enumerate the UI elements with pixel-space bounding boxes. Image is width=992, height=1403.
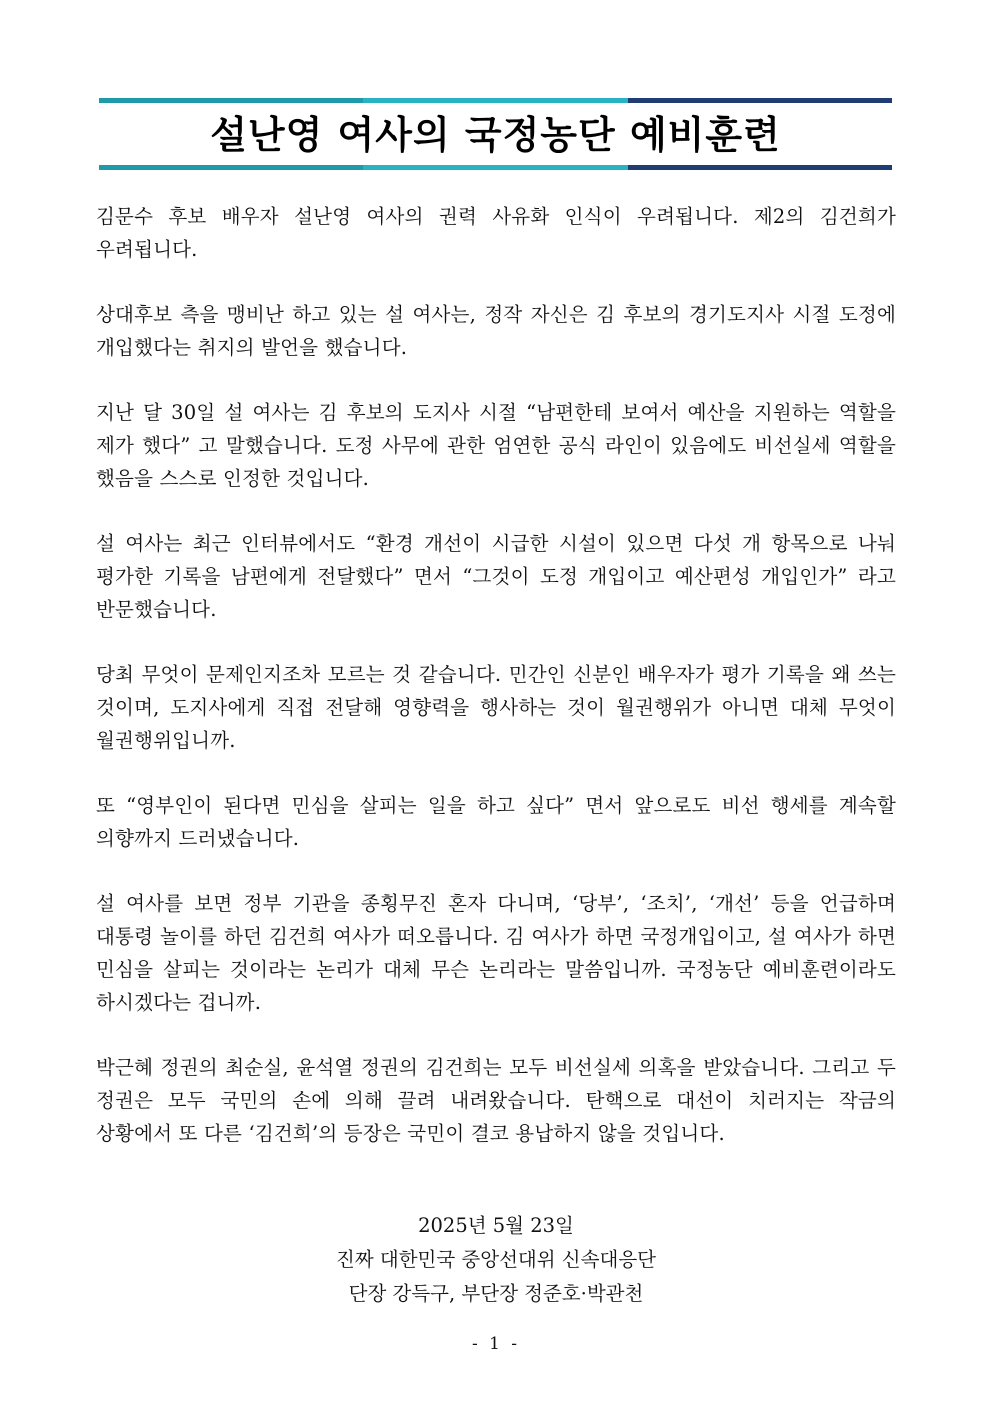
page-number: - 1 - <box>471 1334 521 1354</box>
title-top-rule <box>99 98 892 103</box>
paragraph: 지난 달 30일 설 여사는 김 후보의 도지사 시절 “남편한테 보여서 예산을 지원하는 역할을 제가 했다” 고 말했습니다. 도정 사무에 관한 엄연한 공식 라인이 있음에도 비선실세 역할을 했음을 스스로 인정한 것입니다. <box>96 401 896 490</box>
issue-date: 2025년 5월 23일 <box>418 1214 574 1237</box>
issuing-organization: 진짜 대한민국 중앙선대위 신속대응단 <box>336 1248 656 1271</box>
title-bottom-rule <box>99 165 892 170</box>
paragraph: 당최 무엇이 문제인지조차 모르는 것 같습니다. 민간인 신분인 배우자가 평가 기록을 왜 쓰는 것이며, 도지사에게 직접 전달해 영향력을 행사하는 것이 월권행위가 아니면 대체 무엇이 월권행위입니까. <box>96 663 896 752</box>
paragraph: 설 여사를 보면 정부 기관을 종횡무진 혼자 다니며, ‘당부’, ‘조치’, ‘개선’ 등을 언급하며 대통령 놀이를 하던 김건희 여사가 떠오릅니다. 김 여사가 하면 국정개입이고, 설 여사가 하면 민심을 살피는 것이라는 논리가 대체 무슨 논리라는 말씀입니까. 국정농단 예비훈련이라도 하시겠다는 겁니까. <box>96 892 896 1014</box>
signature-block <box>96 1209 896 1311</box>
paragraph: 김문수 후보 배우자 설난영 여사의 권력 사유화 인식이 우려됩니다. 제2의 김건희가 우려됩니다. <box>96 205 896 261</box>
document-title: 설난영 여사의 국정농단 예비훈련 <box>210 113 781 157</box>
paragraph: 또 “영부인이 된다면 민심을 살피는 일을 하고 싶다” 면서 앞으로도 비선 행세를 계속할 의향까지 드러냈습니다. <box>96 794 896 850</box>
leaders-line: 단장 강득구, 부단장 정준호·박관천 <box>348 1282 644 1305</box>
paragraph: 박근혜 정권의 최순실, 윤석열 정권의 김건희는 모두 비선실세 의혹을 받았습니다. 그리고 두 정권은 모두 국민의 손에 의해 끌려 내려왔습니다. 탄핵으로 대선이 치러지는 작금의 상황에서 또 다른 ‘김건희’의 등장은 국민이 결코 용납하지 않을 것입니다. <box>96 1056 896 1145</box>
paragraph: 설 여사는 최근 인터뷰에서도 “환경 개선이 시급한 시설이 있으면 다섯 개 항목으로 나눠 평가한 기록을 남편에게 전달했다” 면서 “그것이 도정 개입이고 예산편성 개입인가” 라고 반문했습니다. <box>96 532 896 621</box>
document-body <box>96 200 896 1182</box>
title-block <box>99 98 892 174</box>
paragraph: 상대후보 측을 맹비난 하고 있는 설 여사는, 정작 자신은 김 후보의 경기도지사 시절 도정에 개입했다는 취지의 발언을 했습니다. <box>96 303 896 359</box>
